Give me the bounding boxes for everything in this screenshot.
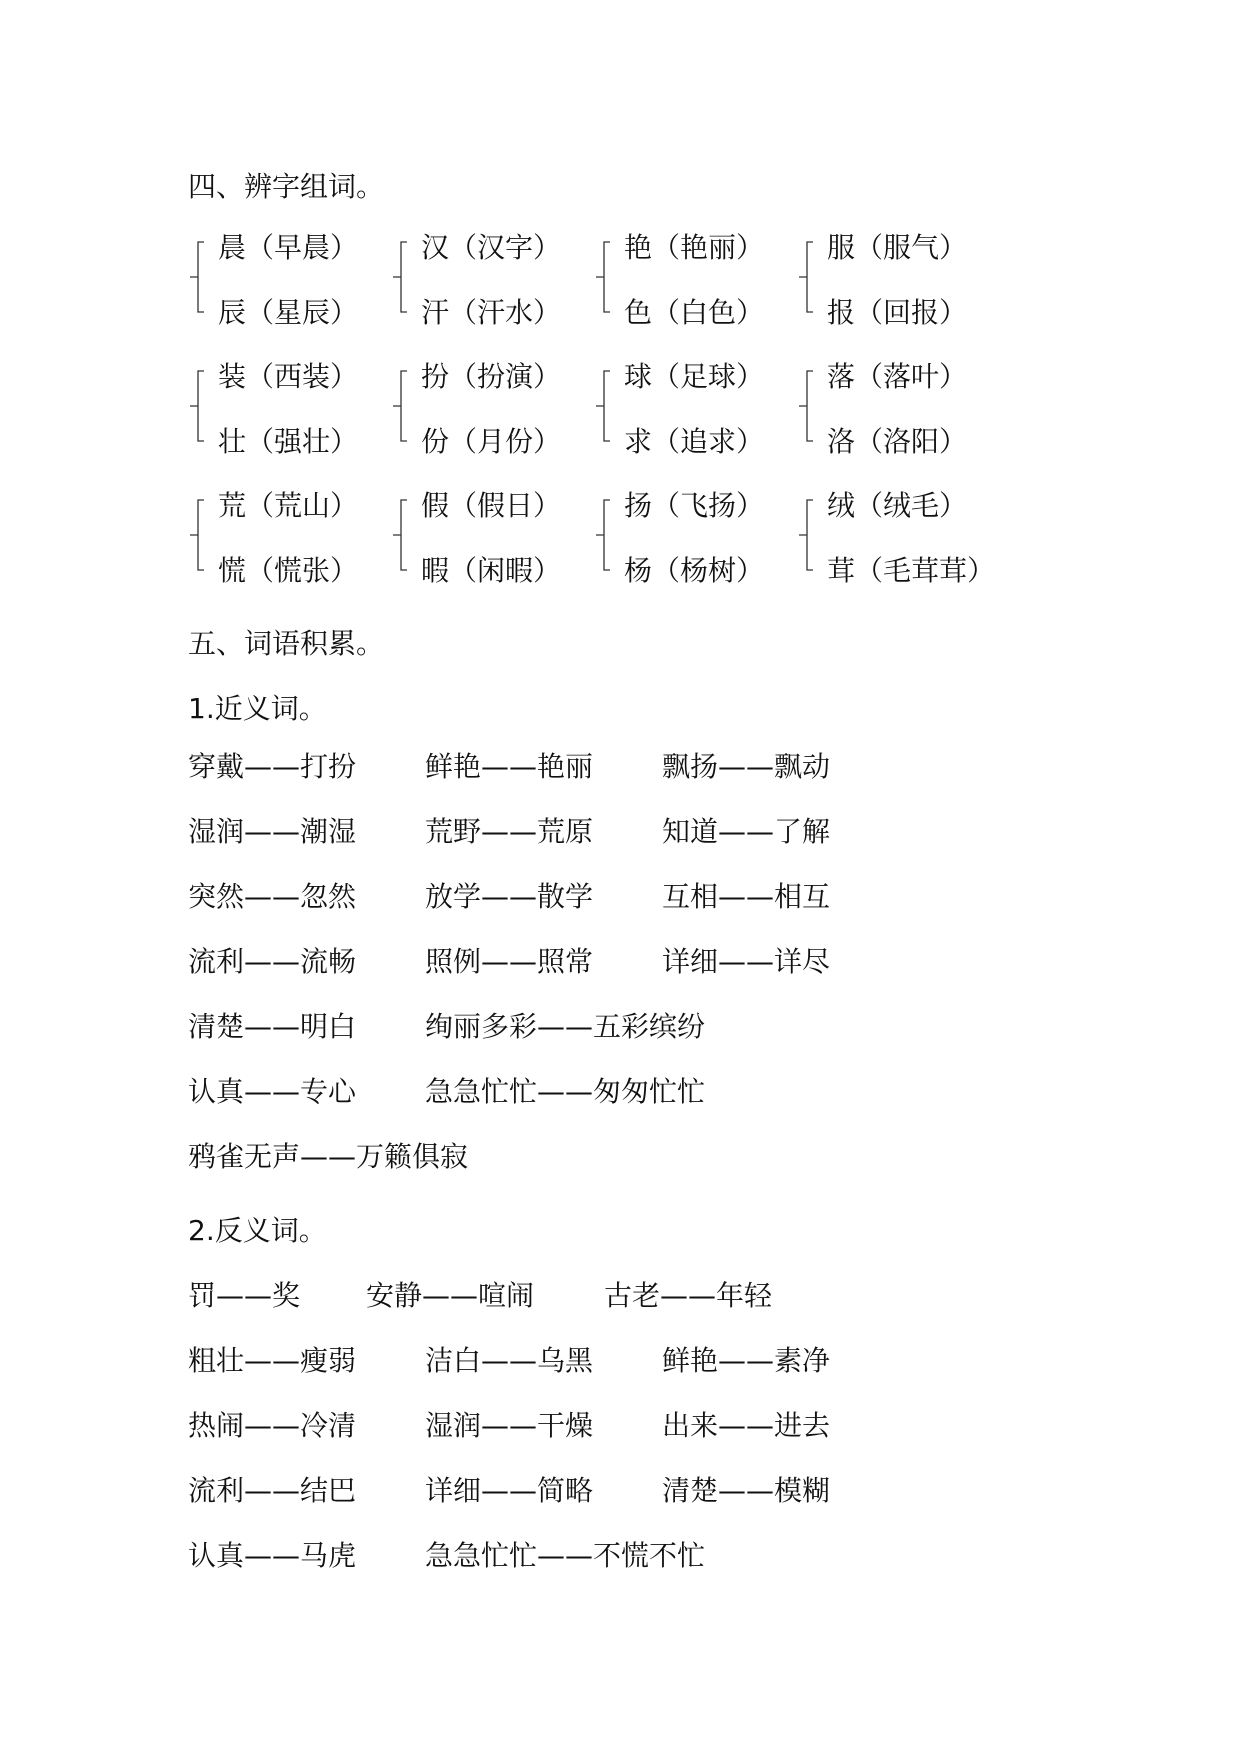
synonyms-title: 1.近义词。 [188,692,327,725]
word-pair: 认真——马虎 [188,1539,357,1572]
char-entry-bottom: 茸（毛茸茸） [827,554,996,587]
char-entry-top: 落（落叶） [827,360,968,393]
char-group [594,228,784,332]
char-entry-bottom: 份（月份） [421,425,562,458]
brace-icon [797,369,823,443]
char-entry-top: 装（西装） [218,360,359,393]
word-pair: 荒野——荒原 [425,815,594,848]
char-entry-bottom: 杨（杨树） [624,554,765,587]
char-entry-top: 艳（艳丽） [624,231,765,264]
word-pair: 湿润——干燥 [425,1409,594,1442]
char-group [391,486,581,590]
word-pair: 出来——进去 [662,1409,831,1442]
section-5-title: 五、词语积累。 [188,627,385,660]
char-entry-bottom: 汗（汗水） [421,296,562,329]
word-pair: 热闹——冷清 [188,1409,357,1442]
antonyms-title: 2.反义词。 [188,1214,327,1247]
char-entry-bottom: 求（追求） [624,425,765,458]
char-entry-top: 服（服气） [827,231,968,264]
brace-icon [594,369,620,443]
char-entry-top: 假（假日） [421,489,562,522]
word-pair: 湿润——潮湿 [188,815,357,848]
word-pair: 清楚——明白 [188,1010,357,1043]
word-pair: 古老——年轻 [604,1279,773,1312]
char-entry-top: 绒（绒毛） [827,489,968,522]
brace-icon [188,498,214,572]
word-pair: 安静——喧闹 [366,1279,535,1312]
word-pair: 详细——简略 [425,1474,594,1507]
brace-icon [594,498,620,572]
char-entry-top: 汉（汉字） [421,231,562,264]
word-pair: 穿戴——打扮 [188,750,357,783]
char-entry-bottom: 壮（强壮） [218,425,359,458]
char-entry-bottom: 色（白色） [624,296,765,329]
word-pair: 认真——专心 [188,1075,357,1108]
word-pair: 急急忙忙——匆匆忙忙 [425,1075,706,1108]
char-entry-top: 扬（飞扬） [624,489,765,522]
brace-icon [391,498,417,572]
brace-icon [391,369,417,443]
char-entry-bottom: 洛（洛阳） [827,425,968,458]
char-entry-bottom: 暇（闲暇） [421,554,562,587]
word-pair: 鲜艳——艳丽 [425,750,594,783]
char-group [188,486,378,590]
char-entry-top: 晨（早晨） [218,231,359,264]
char-group [391,228,581,332]
char-entry-bottom: 报（回报） [827,296,968,329]
word-pair: 详细——详尽 [662,945,831,978]
word-pair: 知道——了解 [662,815,831,848]
word-pair: 绚丽多彩——五彩缤纷 [425,1010,706,1043]
word-pair: 流利——流畅 [188,945,357,978]
brace-icon [594,240,620,314]
word-pair: 鸦雀无声——万籁俱寂 [188,1140,469,1173]
word-pair: 鲜艳——素净 [662,1344,831,1377]
brace-icon [391,240,417,314]
word-pair: 飘扬——飘动 [662,750,831,783]
char-group [797,228,987,332]
char-group [594,357,784,461]
char-entry-bottom: 辰（星辰） [218,296,359,329]
char-entry-top: 荒（荒山） [218,489,359,522]
word-pair: 洁白——乌黑 [425,1344,594,1377]
word-pair: 罚——奖 [188,1279,301,1312]
word-pair: 流利——结巴 [188,1474,357,1507]
word-pair: 照例——照常 [425,945,594,978]
char-group [188,357,378,461]
word-pair: 粗壮——瘦弱 [188,1344,357,1377]
word-pair: 放学——散学 [425,880,594,913]
word-pair: 清楚——模糊 [662,1474,831,1507]
char-entry-top: 球（足球） [624,360,765,393]
word-pair: 急急忙忙——不慌不忙 [425,1539,706,1572]
brace-icon [797,498,823,572]
char-group [797,357,987,461]
char-entry-bottom: 慌（慌张） [218,554,359,587]
char-group [594,486,784,590]
char-entry-top: 扮（扮演） [421,360,562,393]
char-group [391,357,581,461]
char-group [188,228,378,332]
word-pair: 互相——相互 [662,880,831,913]
brace-icon [188,240,214,314]
section-4-title: 四、辨字组词。 [188,170,385,203]
char-group [797,486,996,590]
brace-icon [797,240,823,314]
brace-icon [188,369,214,443]
word-pair: 突然——忽然 [188,880,357,913]
